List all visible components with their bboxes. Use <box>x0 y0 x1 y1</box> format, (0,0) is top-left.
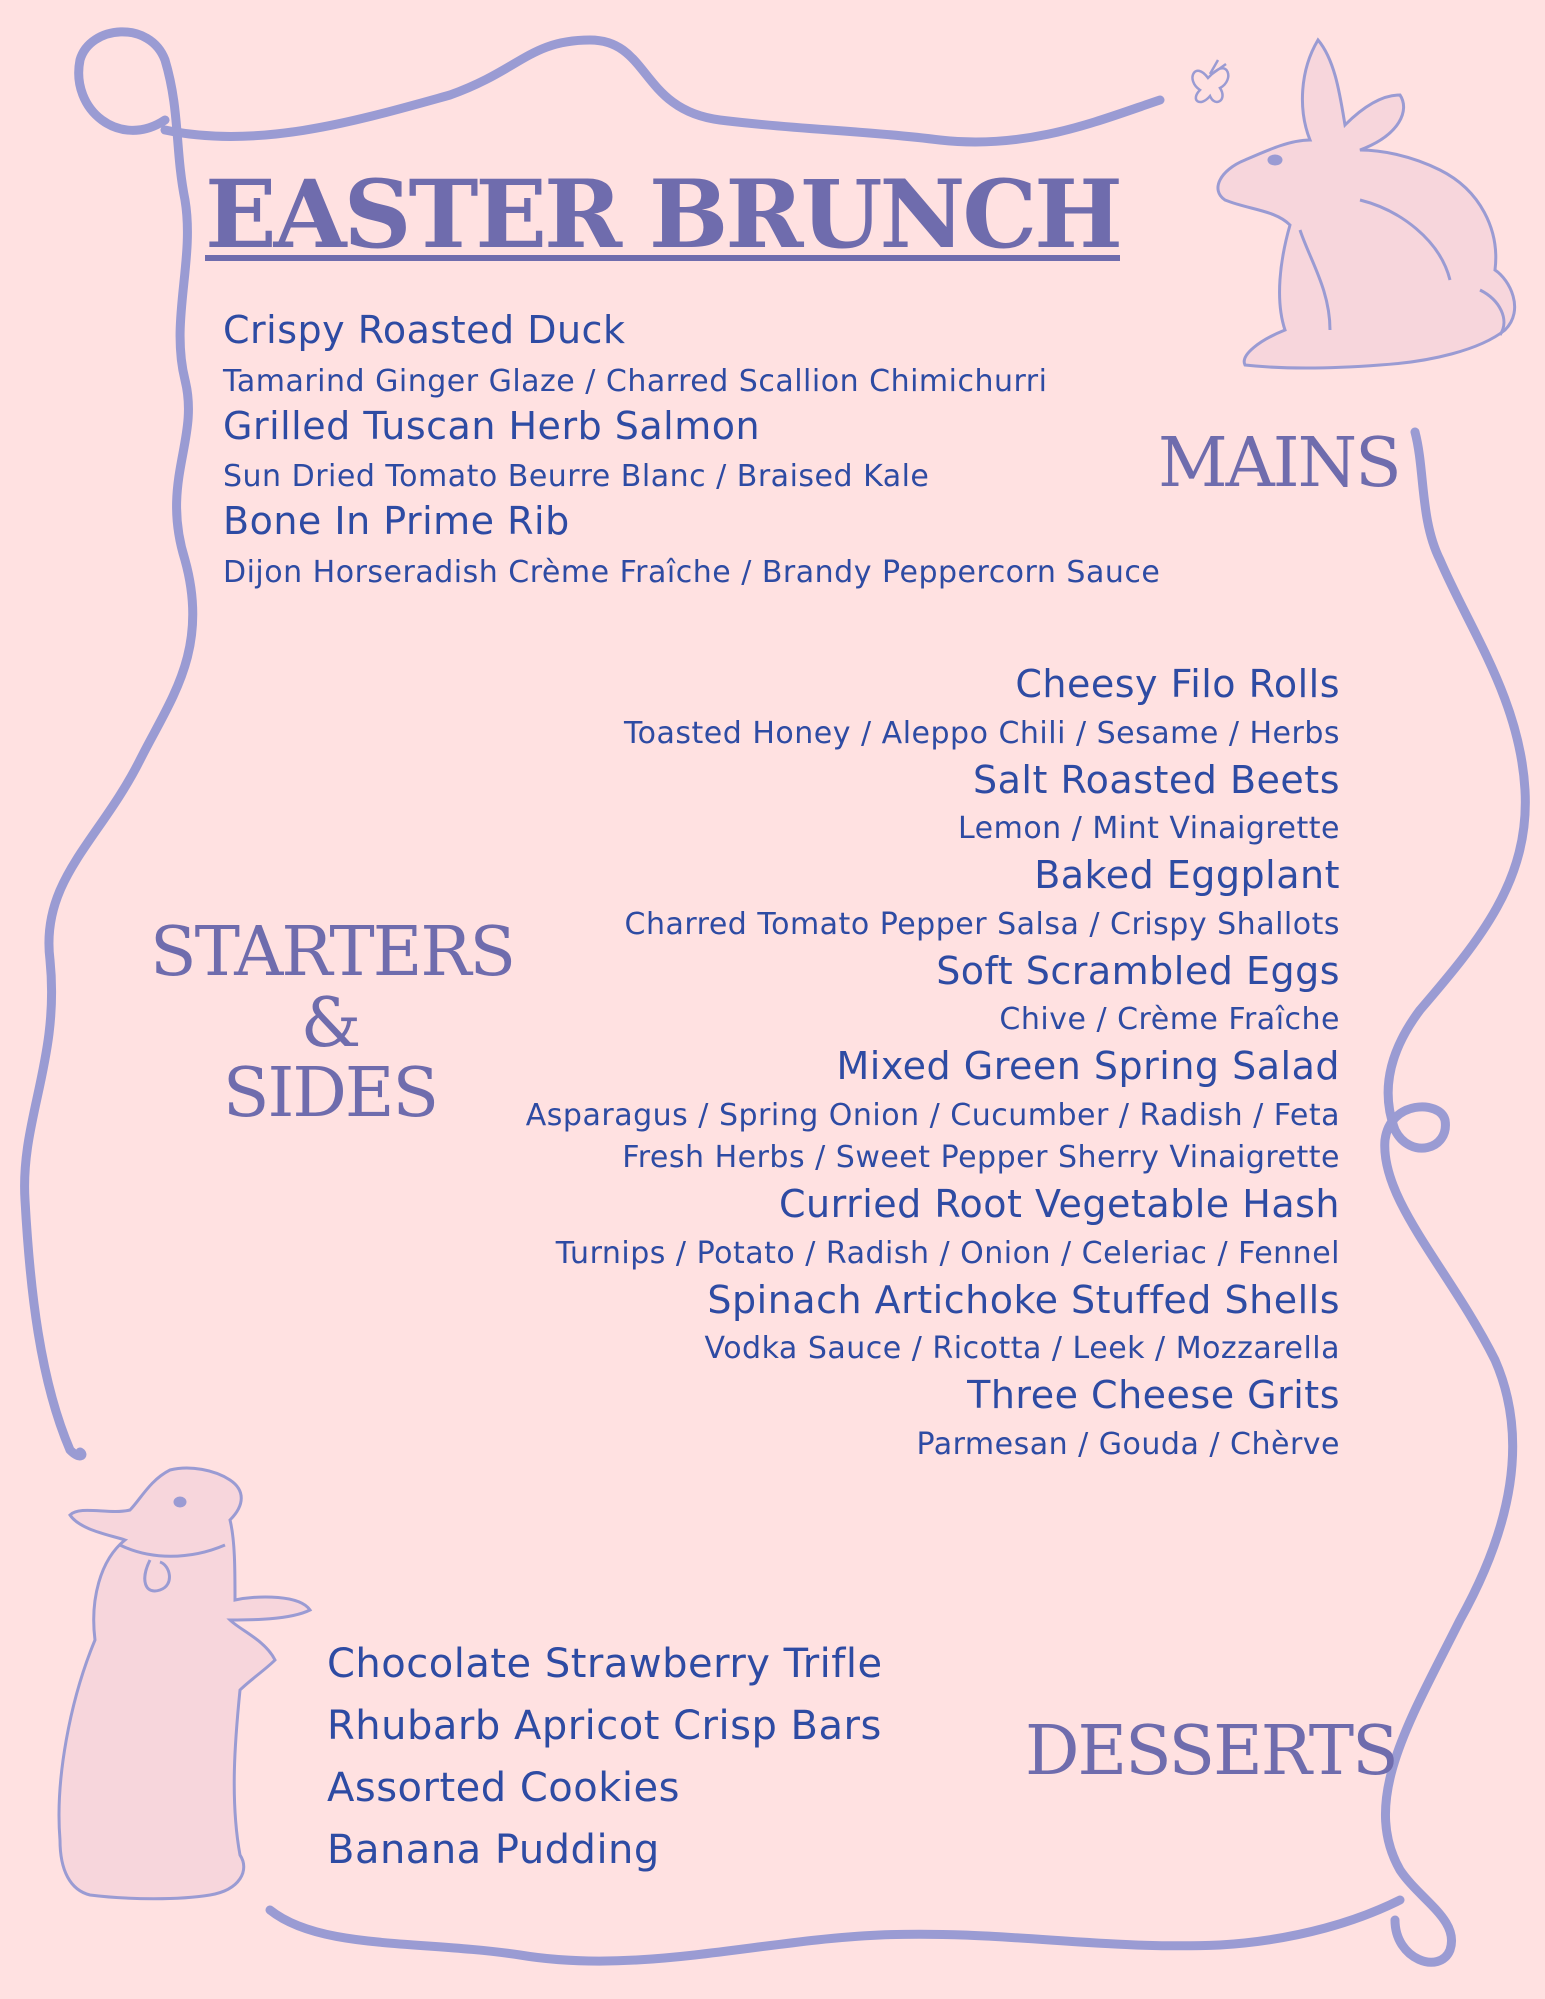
starters-heading-line: SIDES <box>222 1054 438 1134</box>
list-item <box>526 758 1340 848</box>
list-item <box>526 949 1340 1039</box>
dish-name: Bone In Prime Rib <box>223 499 570 544</box>
dish-name: Grilled Tuscan Herb Salmon <box>223 403 761 448</box>
dish-name: Cheesy Filo Rolls <box>1015 662 1340 706</box>
menu-title: EASTER BRUNCH <box>205 160 1120 270</box>
dish-description: Tamarind Ginger Glaze / Charred Scallion Chimichurri <box>223 363 1048 399</box>
butterfly-icon <box>1192 60 1228 102</box>
dish-description: Chive / Crème Fraîche <box>999 1002 1340 1038</box>
list-item <box>223 404 1160 496</box>
dish-description: Lemon / Mint Vinaigrette <box>957 811 1340 847</box>
list-item <box>526 1182 1340 1272</box>
dish-name: Crispy Roasted Duck <box>223 308 626 352</box>
starters-heading <box>150 913 515 1134</box>
list-item <box>526 1044 1340 1176</box>
list-item <box>526 662 1340 752</box>
mains-list <box>223 308 1160 595</box>
list-item <box>223 308 1160 400</box>
list-item: Assorted Cookies <box>327 1765 680 1811</box>
dish-name: Three Cheese Grits <box>967 1373 1340 1418</box>
dish-name: Spinach Artichoke Stuffed Shells <box>707 1277 1340 1322</box>
desserts-heading: DESSERTS <box>1025 1712 1397 1791</box>
list-item: Chocolate Strawberry Trifle <box>327 1641 883 1687</box>
list-item <box>526 853 1340 943</box>
list-item <box>526 1373 1340 1463</box>
bunny-standing-icon <box>59 1468 310 1899</box>
dish-name: Salt Roasted Beets <box>973 757 1340 802</box>
list-item: Rhubarb Apricot Crisp Bars <box>327 1703 882 1749</box>
dish-name: Mixed Green Spring Salad <box>836 1044 1340 1089</box>
list-item <box>526 1278 1340 1368</box>
dish-description: Asparagus / Spring Onion / Cucumber / Radish / Feta <box>525 1097 1340 1133</box>
dish-name: Soft Scrambled Eggs <box>936 948 1340 993</box>
starters-heading-line: STARTERS <box>150 913 515 992</box>
mains-heading: MAINS <box>1158 424 1400 503</box>
desserts-list <box>327 1640 883 1888</box>
dish-description: Sun Dried Tomato Beurre Blanc / Braised Kale <box>223 459 930 495</box>
list-item <box>223 499 1160 591</box>
list-item: Banana Pudding <box>327 1827 660 1873</box>
starters-list <box>526 662 1340 1469</box>
dish-description: Toasted Honey / Aleppo Chili / Sesame / Herbs <box>623 715 1340 751</box>
bunny-sitting-icon <box>1218 40 1515 368</box>
dish-description: Dijon Horseradish Crème Fraîche / Brandy Peppercorn Sauce <box>223 554 1161 590</box>
dish-description: Vodka Sauce / Ricotta / Leek / Mozzarella <box>704 1331 1340 1367</box>
dish-description: Parmesan / Gouda / Chèrve <box>916 1426 1340 1462</box>
starters-heading-line: & <box>300 983 360 1063</box>
dish-name: Curried Root Vegetable Hash <box>779 1181 1340 1226</box>
dish-description: Charred Tomato Pepper Salsa / Crispy Shallots <box>624 906 1340 942</box>
dish-description: Fresh Herbs / Sweet Pepper Sherry Vinaigrette <box>622 1139 1340 1175</box>
dish-name: Baked Eggplant <box>1034 853 1340 898</box>
dish-description: Turnips / Potato / Radish / Onion / Celeriac / Fennel <box>555 1235 1340 1271</box>
